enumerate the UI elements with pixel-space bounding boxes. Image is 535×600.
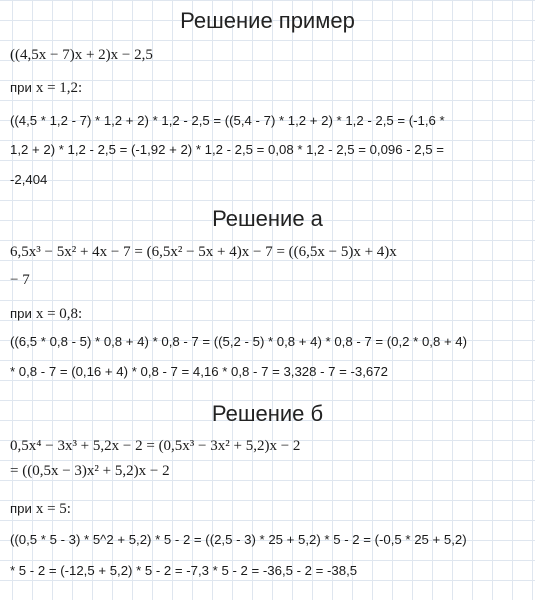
part-a-expression-line-1: 6,5x³ − 5x² + 4x − 7 = (6,5x² − 5x + 4)x − 7 = ((6,5x − 5)x + 4)x [10, 244, 397, 260]
part-a-expression-line-2: − 7 [10, 272, 30, 288]
part-b-condition [10, 500, 71, 518]
example-condition-value: x = 1,2: [35, 80, 83, 96]
part-b-calc-line-2: * 5 - 2 = (-12,5 + 5,2) * 5 - 2 = -7,3 * 5 - 2 = -36,5 - 2 = -38,5 [10, 563, 358, 578]
part-a-condition-label: при [10, 306, 32, 321]
part-a-calc-line-2: * 0,8 - 7 = (0,16 + 4) * 0,8 - 7 = 4,16 * 0,8 - 7 = 3,328 - 7 = -3,672 [10, 364, 388, 379]
part-b-condition-label: при [10, 501, 32, 516]
example-calc-line-3: -2,404 [10, 172, 48, 187]
part-b-condition-value: x = 5: [35, 501, 71, 517]
heading-part-b: Решение б [211, 401, 324, 426]
part-b-calc-line-1: ((0,5 * 5 - 3) * 5^2 + 5,2) * 5 - 2 = ((2,5 - 3) * 25 + 5,2) * 5 - 2 = (-0,5 * 25 + 5,2) [10, 532, 467, 547]
heading-part-a: Решение а [212, 206, 323, 231]
example-calc-line-2: 1,2 + 2) * 1,2 - 2,5 = (-1,92 + 2) * 1,2 - 2,5 = 0,08 * 1,2 - 2,5 = 0,096 - 2,5 = [10, 142, 444, 157]
heading-example: Решение пример [180, 8, 355, 33]
part-a-condition-value: x = 0,8: [35, 306, 83, 322]
part-b-expression-line-1: 0,5x⁴ − 3x³ + 5,2x − 2 = (0,5x³ − 3x² + 5,2)x − 2 [10, 438, 301, 454]
example-calc-line-1: ((4,5 * 1,2 - 7) * 1,2 + 2) * 1,2 - 2,5 = ((5,4 - 7) * 1,2 + 2) * 1,2 - 2,5 = (-1,6 * [10, 113, 445, 128]
part-b-expression-line-2: = ((0,5x − 3)x² + 5,2)x − 2 [10, 463, 170, 479]
part-a-calc-line-1: ((6,5 * 0,8 - 5) * 0,8 + 4) * 0,8 - 7 = ((5,2 - 5) * 0,8 + 4) * 0,8 - 7 = (0,2 * 0,8 + 4) [10, 334, 468, 349]
part-a-condition [10, 305, 82, 323]
example-condition-label: при [10, 80, 32, 95]
example-expression: ((4,5x − 7)x + 2)x − 2,5 [10, 47, 153, 63]
example-condition [10, 79, 82, 97]
